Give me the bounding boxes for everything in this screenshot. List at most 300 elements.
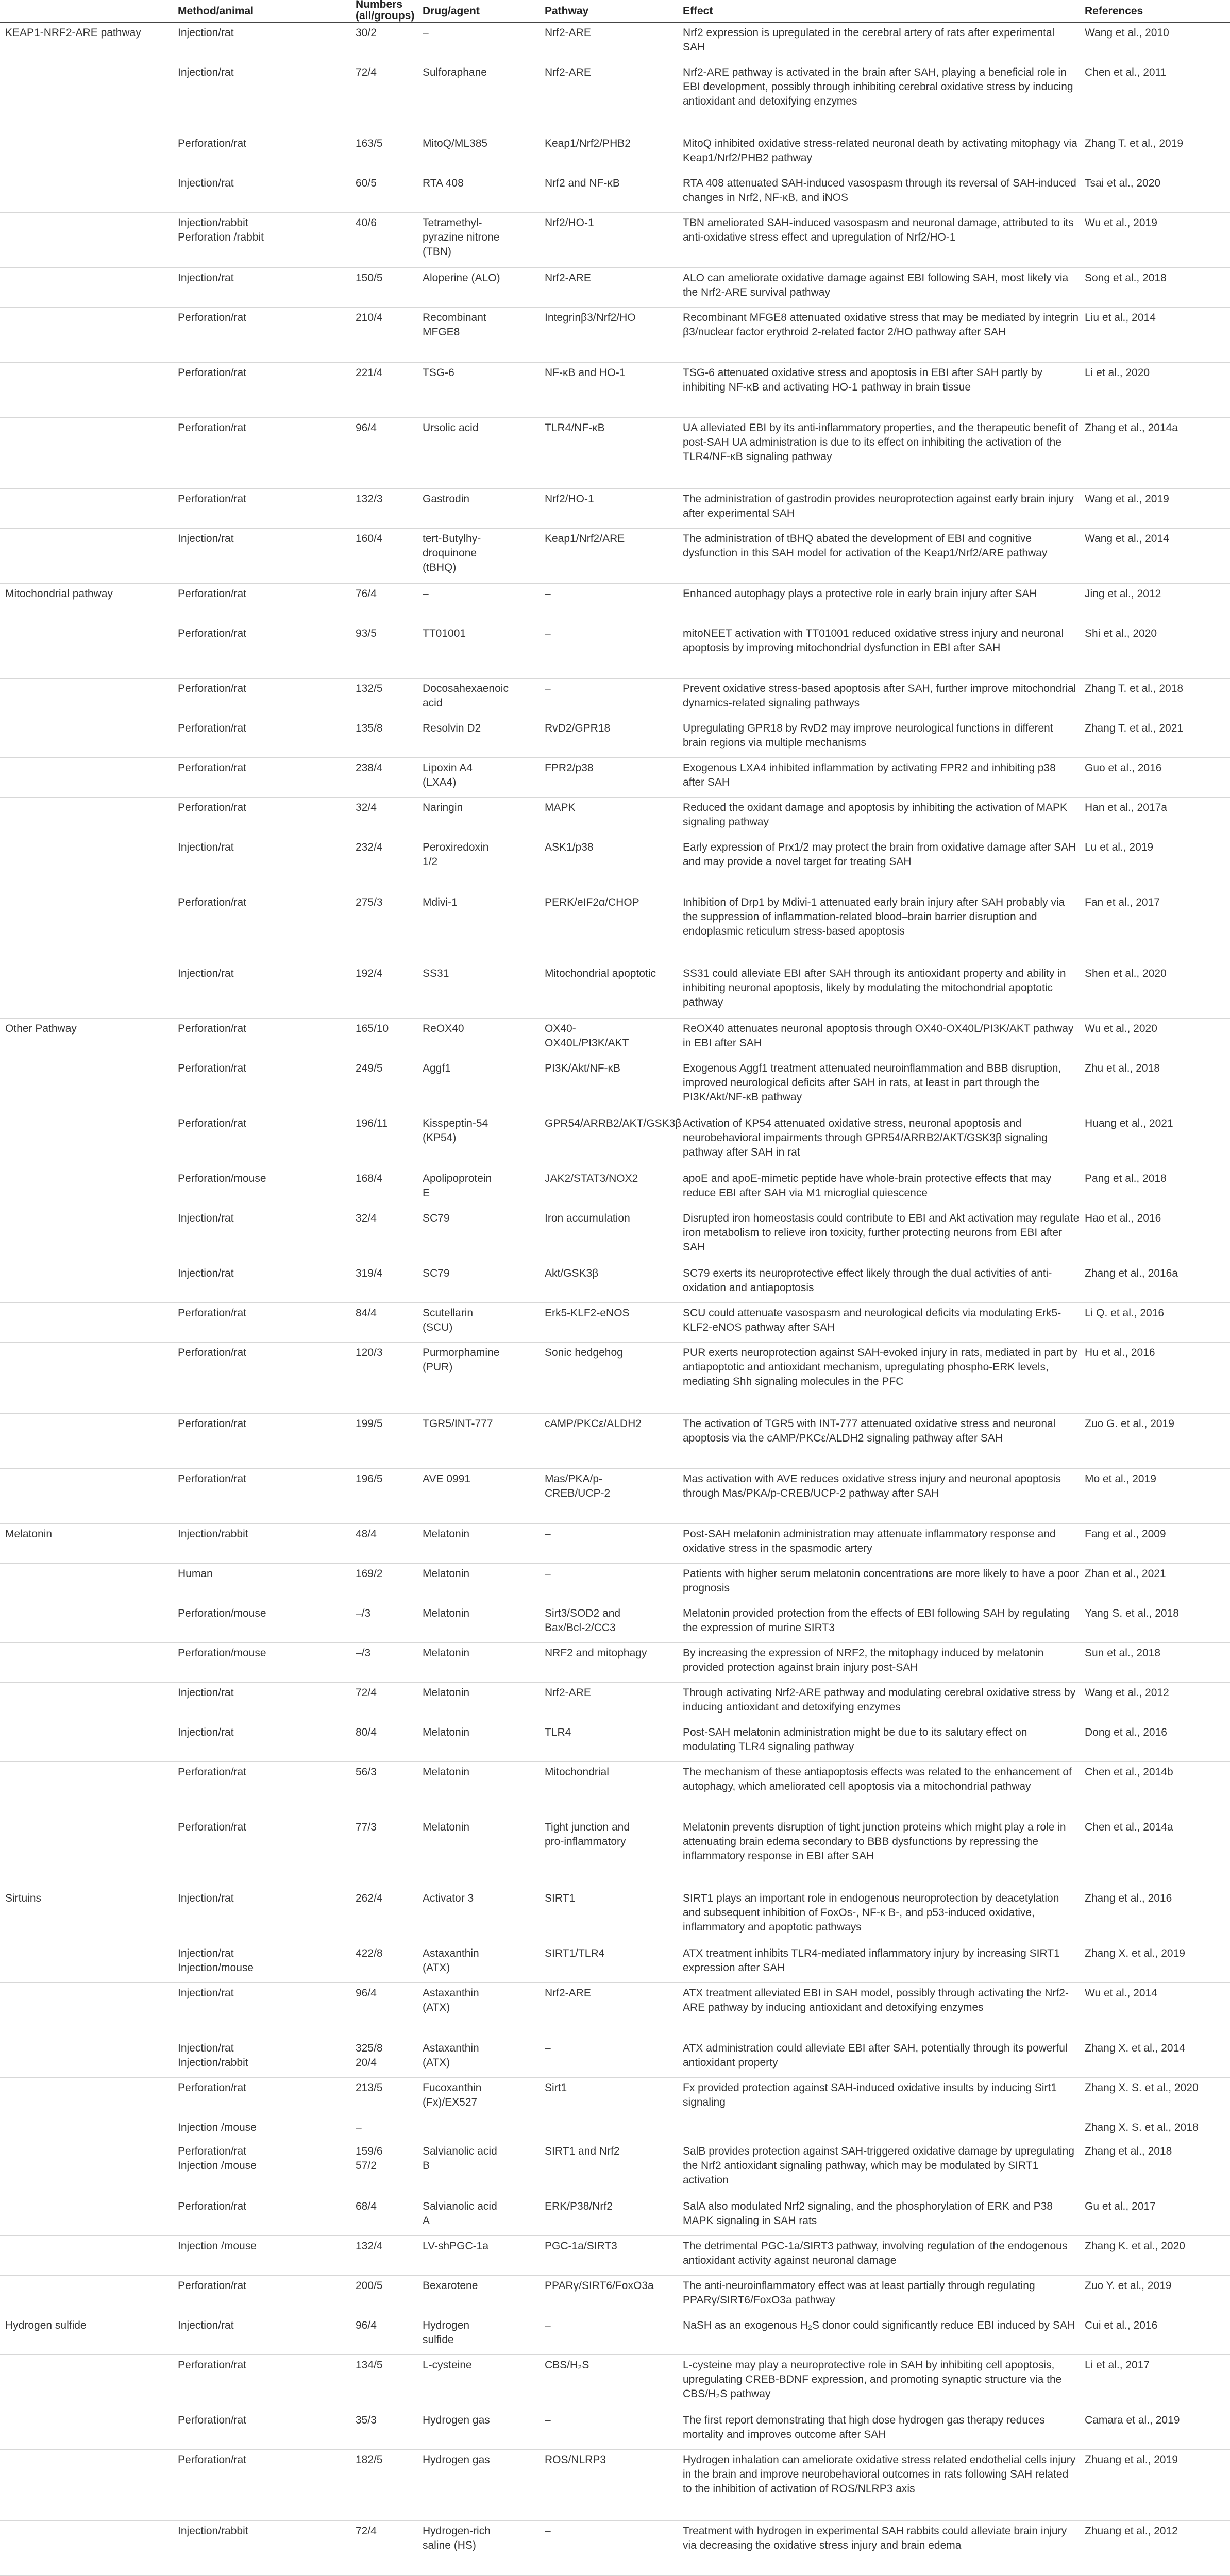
row-effect: SalB provides protection against SAH-triggered oxidative damage by upregulating the Nrf2 antioxidant signaling pathway, which may be modulated by SIRT1 activation	[683, 2145, 1074, 2186]
row-effect: Recombinant MFGE8 attenuated oxidative stress that may be mediated by integrin β3/nuclear factor erythroid 2-related factor 2/HO pathway after SAH	[683, 312, 1079, 338]
row-drug: Naringin	[423, 802, 463, 814]
row-drug: Melatonin	[423, 1687, 470, 1699]
row-reference: Li Q. et al., 2016	[1085, 1307, 1165, 1319]
row-method: Perforation/mouse	[178, 1173, 266, 1184]
row-method: Perforation/rat	[178, 1418, 247, 1430]
row-numbers: –/3	[356, 1647, 371, 1659]
row-drug: Apolipoprotein E	[423, 1173, 492, 1199]
table-row	[0, 418, 1230, 489]
row-effect: Post-SAH melatonin administration may attenuate inflammatory response and oxidative stress in the spasmodic artery	[683, 1528, 1056, 1554]
row-method: Perforation/rat	[178, 367, 247, 379]
row-pathway: Nrf2 and NF-κB	[545, 177, 620, 189]
row-reference: Zhang X. et al., 2014	[1085, 2042, 1185, 2054]
row-numbers: 422/8	[356, 1947, 383, 1959]
row-method: Perforation/rat	[178, 896, 247, 908]
row-effect: Through activating Nrf2-ARE pathway and modulating cerebral oxidative stress by inducing antioxidant and detoxifying enzymes	[683, 1687, 1076, 1713]
row-reference: Chen et al., 2014a	[1085, 1821, 1173, 1833]
row-effect: Mas activation with AVE reduces oxidative stress injury and neuronal apoptosis through Mas/PKA/p-CREB/UCP-2 pathway after SAH	[683, 1473, 1061, 1499]
row-drug: Aloperine (ALO)	[423, 272, 500, 284]
row-pathway: JAK2/STAT3/NOX2	[545, 1173, 638, 1184]
row-numbers: 30/2	[356, 27, 377, 39]
row-method: Injection/rat	[178, 272, 234, 284]
table-row	[0, 1683, 1230, 1722]
row-numbers: 76/4	[356, 588, 377, 600]
row-reference: Tsai et al., 2020	[1085, 177, 1161, 189]
row-method: Injection/rat	[178, 1892, 234, 1904]
row-drug: Docosahexaenoic acid	[423, 683, 509, 709]
row-drug: Gastrodin	[423, 493, 470, 505]
row-numbers: 168/4	[356, 1173, 383, 1184]
row-numbers: 132/3	[356, 493, 383, 505]
row-numbers: 77/3	[356, 1821, 377, 1833]
row-method: Perforation/rat	[178, 422, 247, 434]
row-numbers: 84/4	[356, 1307, 377, 1319]
row-method: Injection/rat	[178, 177, 234, 189]
row-method: Perforation/rat	[178, 1347, 247, 1359]
row-drug: Lipoxin A4 (LXA4)	[423, 762, 473, 788]
row-numbers: 134/5	[356, 2359, 383, 2371]
table-row	[0, 1888, 1230, 1943]
table-row	[0, 1524, 1230, 1564]
row-reference: Jing et al., 2012	[1085, 588, 1161, 600]
table-row	[0, 2315, 1230, 2355]
table-row	[0, 679, 1230, 718]
table-row	[0, 623, 1230, 679]
row-reference: Dong et al., 2016	[1085, 1726, 1167, 1738]
row-effect: Exogenous LXA4 inhibited inflammation by activating FPR2 and inhibiting p38 after SAH	[683, 762, 1056, 788]
table-row	[0, 1643, 1230, 1683]
table-row	[0, 798, 1230, 837]
row-pathway: NF-κB and HO-1	[545, 367, 626, 379]
row-reference: Zhang X. et al., 2019	[1085, 1947, 1185, 1959]
row-effect: Exogenous Aggf1 treatment attenuated neuroinflammation and BBB disruption, improved neurological deficits after SAH in rats, at least in part through the PI3K/Akt/NF-κB pathway	[683, 1062, 1061, 1103]
table-row	[0, 1469, 1230, 1524]
table-row	[0, 23, 1230, 62]
table-row	[0, 1019, 1230, 1058]
row-effect: SalA also modulated Nrf2 signaling, and the phosphorylation of ERK and P38 MAPK signaling in SAH rats	[683, 2200, 1053, 2227]
row-method: Injection/rabbit	[178, 1528, 248, 1540]
row-numbers: 132/4	[356, 2240, 383, 2252]
row-numbers: 132/5	[356, 683, 383, 694]
row-method: Perforation/rat	[178, 312, 247, 324]
row-reference: Fan et al., 2017	[1085, 896, 1160, 908]
table-row	[0, 1058, 1230, 1113]
row-effect: ATX treatment alleviated EBI in SAH model, possibly through activating the Nrf2-ARE pathway by inducing antioxidant and detoxifying enzymes	[683, 1987, 1069, 2013]
row-reference: Zhan et al., 2021	[1085, 1568, 1166, 1580]
row-reference: Wang et al., 2010	[1085, 27, 1169, 39]
row-reference: Zuo G. et al., 2019	[1085, 1418, 1174, 1430]
row-reference: Gu et al., 2017	[1085, 2200, 1156, 2212]
header-pathway: Pathway	[545, 5, 589, 17]
row-effect: mitoNEET activation with TT01001 reduced oxidative stress injury and neuronal apoptosis by improving mitochondrial dysfunction in EBI after SAH	[683, 628, 1064, 654]
row-numbers: 262/4	[356, 1892, 383, 1904]
table-row	[0, 2141, 1230, 2196]
table-row	[0, 1303, 1230, 1343]
row-method: Perforation/rat	[178, 1307, 247, 1319]
row-reference: Shi et al., 2020	[1085, 628, 1157, 639]
row-drug: TT01001	[423, 628, 466, 639]
row-drug: Melatonin	[423, 1647, 470, 1659]
row-drug: Ursolic acid	[423, 422, 479, 434]
row-reference: Song et al., 2018	[1085, 272, 1167, 284]
row-method: Perforation/mouse	[178, 1607, 266, 1619]
table-row	[0, 268, 1230, 308]
row-method: Perforation/rat	[178, 2359, 247, 2371]
row-pathway: MAPK	[545, 802, 576, 814]
row-numbers: 275/3	[356, 896, 383, 908]
row-drug: Hydrogen sulfide	[423, 2319, 470, 2346]
table-row	[0, 308, 1230, 363]
row-drug: Resolvin D2	[423, 722, 481, 734]
row-effect: The first report demonstrating that high dose hydrogen gas therapy reduces mortality and improves outcome after SAH	[683, 2414, 1045, 2441]
row-drug: ReOX40	[423, 1023, 464, 1035]
row-drug: Recombinant MFGE8	[423, 312, 486, 338]
row-reference: Han et al., 2017a	[1085, 802, 1167, 814]
row-reference: Wang et al., 2014	[1085, 533, 1169, 545]
row-pathway: Akt/GSK3β	[545, 1267, 599, 1279]
table-header	[0, 0, 1230, 22]
row-pathway: cAMP/PKCε/ALDH2	[545, 1418, 642, 1430]
row-pathway: SIRT1/TLR4	[545, 1947, 605, 1959]
row-reference: Sun et al., 2018	[1085, 1647, 1161, 1659]
row-method: Perforation/rat	[178, 1062, 247, 1074]
row-numbers: 169/2	[356, 1568, 383, 1580]
row-drug: Aggf1	[423, 1062, 451, 1074]
row-effect: The anti-neuroinflammatory effect was at least partially through regulating PPARγ/SIRT6/FoxO3a pathway	[683, 2280, 1035, 2306]
header-effect: Effect	[683, 5, 713, 17]
row-numbers: 35/3	[356, 2414, 377, 2426]
row-group-label: Hydrogen sulfide	[5, 2319, 87, 2331]
row-effect: ATX administration could alleviate EBI after SAH, potentially through its powerful antioxidant property	[683, 2042, 1068, 2069]
row-method: Injection/rabbit	[178, 2525, 248, 2537]
row-pathway: PERK/eIF2α/CHOP	[545, 896, 639, 908]
row-effect: The administration of gastrodin provides neuroprotection against early brain injury after experimental SAH	[683, 493, 1074, 519]
row-effect: Inhibition of Drp1 by Mdivi-1 attenuated early brain injury after SAH probably via the suppression of inflammation-related blood–brain barrier disruption and endoplasmic reticulum stress-based apoptosis	[683, 896, 1065, 937]
row-pathway: Nrf2/HO-1	[545, 493, 594, 505]
row-method: Perforation/rat	[178, 1473, 247, 1485]
row-method: Human	[178, 1568, 213, 1580]
table-row	[0, 963, 1230, 1019]
row-pathway: NRF2 and mitophagy	[545, 1647, 647, 1659]
row-drug: L-cysteine	[423, 2359, 472, 2371]
row-numbers: 196/11	[356, 1117, 388, 1129]
table-row	[0, 718, 1230, 758]
row-pathway: ERK/P38/Nrf2	[545, 2200, 613, 2212]
row-pathway: FPR2/p38	[545, 762, 594, 774]
table-row	[0, 2410, 1230, 2450]
row-drug: TGR5/INT-777	[423, 1418, 493, 1430]
row-method: Injection/rat	[178, 1212, 234, 1224]
row-drug: SC79	[423, 1212, 450, 1224]
row-pathway: GPR54/ARRB2/AKT/GSK3β	[545, 1117, 681, 1129]
row-pathway: CBS/H₂S	[545, 2359, 589, 2371]
row-method: Perforation/rat	[178, 762, 247, 774]
row-drug: Melatonin	[423, 1726, 470, 1738]
row-drug: SS31	[423, 968, 449, 979]
row-numbers: 72/4	[356, 66, 377, 78]
row-group-label: Sirtuins	[5, 1892, 42, 1904]
row-pathway: RvD2/GPR18	[545, 722, 611, 734]
row-pathway: Mitochondrial apoptotic	[545, 968, 656, 979]
row-drug: Mdivi-1	[423, 896, 458, 908]
row-drug: Purmorphamine (PUR)	[423, 1347, 500, 1373]
row-effect: TBN ameliorated SAH-induced vasospasm and neuronal damage, attributed to its anti-oxidative stress effect and upregulation of Nrf2/HO-1	[683, 217, 1074, 243]
row-pathway: Keap1/Nrf2/PHB2	[545, 138, 631, 149]
table-row	[0, 173, 1230, 213]
row-reference: Chen et al., 2011	[1085, 66, 1167, 78]
row-numbers: 163/5	[356, 138, 383, 149]
row-drug: RTA 408	[423, 177, 464, 189]
row-drug: Astaxanthin (ATX)	[423, 2042, 479, 2069]
row-numbers: 182/5	[356, 2454, 383, 2466]
row-numbers: 192/4	[356, 968, 383, 979]
table-row	[0, 1168, 1230, 1208]
row-reference: Shen et al., 2020	[1085, 968, 1167, 979]
table-row	[0, 758, 1230, 798]
row-method: Injection/rat	[178, 66, 234, 78]
table-row	[0, 584, 1230, 623]
row-effect: Post-SAH melatonin administration might be due to its salutary effect on modulating TLR4 signaling pathway	[683, 1726, 1027, 1753]
row-numbers: 60/5	[356, 177, 377, 189]
row-reference: Zhuang et al., 2019	[1085, 2454, 1178, 2466]
row-pathway: Nrf2-ARE	[545, 272, 591, 284]
row-numbers: 325/8 20/4	[356, 2042, 383, 2069]
row-effect: ReOX40 attenuates neuronal apoptosis through OX40-OX40L/PI3K/AKT pathway in EBI after SAH	[683, 1023, 1074, 1049]
row-numbers: 80/4	[356, 1726, 377, 1738]
row-effect: Hydrogen inhalation can ameliorate oxidative stress related endothelial cells injury in the brain and improve neurobehavioral outcomes in rats following SAH related to the inhibition of activation of ROS/NLRP3 axis	[683, 2454, 1076, 2495]
row-reference: Fang et al., 2009	[1085, 1528, 1166, 1540]
row-method: Injection/rabbit Perforation /rabbit	[178, 217, 264, 243]
row-effect: RTA 408 attenuated SAH-induced vasospasm through its reversal of SAH-induced changes in Nrf2, NF-κB, and iNOS	[683, 177, 1076, 204]
row-effect: PUR exerts neuroprotection against SAH-evoked injury in rats, mediated in part by antiapoptotic and antioxidant mechanism, upregulating phospho-ERK levels, mediating Shh signaling molecules in the PFC	[683, 1347, 1077, 1387]
row-effect: SS31 could alleviate EBI after SAH through its antioxidant property and ability in inhibiting neuronal apoptosis, likely by modulating the mitochondrial apoptotic pathway	[683, 968, 1066, 1008]
row-method: Perforation/rat	[178, 1117, 247, 1129]
row-pathway: Nrf2/HO-1	[545, 217, 594, 229]
row-method: Injection/rat	[178, 841, 234, 853]
row-drug: Peroxiredoxin 1/2	[423, 841, 489, 868]
row-reference: Li et al., 2020	[1085, 367, 1150, 379]
row-drug: Astaxanthin (ATX)	[423, 1987, 479, 2013]
row-drug: Melatonin	[423, 1528, 470, 1540]
row-effect: Treatment with hydrogen in experimental SAH rabbits could alleviate brain injury via decreasing the oxidative stress injury and brain edema	[683, 2525, 1067, 2551]
row-drug: Fucoxanthin (Fx)/EX527	[423, 2082, 482, 2108]
table-row	[0, 1722, 1230, 1762]
table-row	[0, 213, 1230, 268]
row-drug: Melatonin	[423, 1607, 470, 1619]
header-method: Method/animal	[178, 5, 254, 17]
table-row	[0, 1414, 1230, 1469]
row-group-label: Mitochondrial pathway	[5, 588, 113, 600]
table-row	[0, 363, 1230, 418]
row-reference: Huang et al., 2021	[1085, 1117, 1173, 1129]
row-pathway: Sirt1	[545, 2082, 567, 2094]
row-drug: Salvianolic acid A	[423, 2200, 497, 2227]
row-method: Perforation/rat	[178, 2082, 247, 2094]
row-reference: Wu et al., 2019	[1085, 217, 1157, 229]
table-row	[0, 1603, 1230, 1643]
table-row	[0, 2038, 1230, 2078]
row-method: Perforation/rat	[178, 138, 247, 149]
table-row	[0, 892, 1230, 963]
row-drug: Hydrogen gas	[423, 2454, 490, 2466]
row-numbers: 96/4	[356, 1987, 377, 1999]
row-reference: Guo et al., 2016	[1085, 762, 1162, 774]
row-pathway: TLR4	[545, 1726, 571, 1738]
table-row	[0, 1817, 1230, 1888]
row-reference: Liu et al., 2014	[1085, 312, 1156, 324]
table-row	[0, 2521, 1230, 2576]
row-drug: Melatonin	[423, 1766, 470, 1778]
row-numbers: 232/4	[356, 841, 383, 853]
table-row	[0, 1943, 1230, 1983]
row-numbers: 200/5	[356, 2280, 383, 2292]
table-row	[0, 837, 1230, 892]
row-pathway: Tight junction and pro-inflammatory	[545, 1821, 630, 1848]
table-row	[0, 133, 1230, 173]
row-drug: MitoQ/ML385	[423, 138, 488, 149]
row-numbers: 213/5	[356, 2082, 383, 2094]
row-effect: Reduced the oxidant damage and apoptosis by inhibiting the activation of MAPK signaling pathway	[683, 802, 1067, 828]
row-drug: SC79	[423, 1267, 450, 1279]
row-method: Injection/rat	[178, 1687, 234, 1699]
row-pathway: Nrf2-ARE	[545, 66, 591, 78]
row-reference: Wang et al., 2019	[1085, 493, 1169, 505]
table-row	[0, 1343, 1230, 1414]
row-pathway: ASK1/p38	[545, 841, 594, 853]
row-effect: NaSH as an exogenous H₂S donor could significantly reduce EBI induced by SAH	[683, 2319, 1075, 2331]
row-numbers: 199/5	[356, 1418, 383, 1430]
row-pathway: –	[545, 2042, 551, 2054]
row-drug: Melatonin	[423, 1568, 470, 1580]
table-row	[0, 489, 1230, 529]
row-reference: Zhang et al., 2016	[1085, 1892, 1172, 1904]
row-pathway: Sonic hedgehog	[545, 1347, 623, 1359]
row-method: Perforation/rat Injection /mouse	[178, 2145, 257, 2172]
row-pathway: –	[545, 1568, 551, 1580]
row-reference: Hu et al., 2016	[1085, 1347, 1155, 1359]
row-numbers: 68/4	[356, 2200, 377, 2212]
row-pathway: Nrf2-ARE	[545, 1987, 591, 1999]
row-pathway: –	[545, 2319, 551, 2331]
row-pathway: –	[545, 628, 551, 639]
row-group-label: Other Pathway	[5, 1023, 77, 1035]
row-reference: Zhang et al., 2014a	[1085, 422, 1178, 434]
row-method: Perforation/rat	[178, 1766, 247, 1778]
row-effect: The detrimental PGC-1a/SIRT3 pathway, involving regulation of the endogenous antioxidant activity against neuronal damage	[683, 2240, 1068, 2266]
row-reference: Zhang T. et al., 2019	[1085, 138, 1184, 149]
row-group-label: Melatonin	[5, 1528, 53, 1540]
row-reference: Lu et al., 2019	[1085, 841, 1154, 853]
row-method: Perforation/rat	[178, 683, 247, 694]
row-reference: Wang et al., 2012	[1085, 1687, 1169, 1699]
header-drug: Drug/agent	[423, 5, 480, 17]
table-row	[0, 2276, 1230, 2315]
row-numbers: 93/5	[356, 628, 377, 639]
row-method: Injection /mouse	[178, 2122, 257, 2133]
row-method: Injection/rat	[178, 27, 234, 39]
row-drug: –	[423, 588, 429, 600]
row-numbers: 120/3	[356, 1347, 383, 1359]
row-numbers: 135/8	[356, 722, 383, 734]
row-effect: Fx provided protection against SAH-induced oxidative insults by inducing Sirt1 signaling	[683, 2082, 1057, 2108]
row-numbers: 96/4	[356, 2319, 377, 2331]
row-drug: Sulforaphane	[423, 66, 487, 78]
table-row	[0, 1983, 1230, 2038]
row-pathway: PGC-1a/SIRT3	[545, 2240, 617, 2252]
row-reference: Yang S. et al., 2018	[1085, 1607, 1179, 1619]
row-reference: Cui et al., 2016	[1085, 2319, 1158, 2331]
row-effect: Melatonin prevents disruption of tight junction proteins which might play a role in attenuating brain edema secondary to BBB dysfunctions by repressing the inflammatory response in EBI after SAH	[683, 1821, 1066, 1862]
row-effect: Upregulating GPR18 by RvD2 may improve neurological functions in different brain regions via multiple mechanisms	[683, 722, 1053, 749]
row-reference: Zhang X. S. et al., 2020	[1085, 2082, 1199, 2094]
row-reference: Zhu et al., 2018	[1085, 1062, 1160, 1074]
table-row	[0, 62, 1230, 133]
row-pathway: –	[545, 683, 551, 694]
row-reference: Pang et al., 2018	[1085, 1173, 1167, 1184]
row-pathway: Keap1/Nrf2/ARE	[545, 533, 625, 545]
row-pathway: Sirt3/SOD2 and Bax/Bcl-2/CC3	[545, 1607, 621, 1634]
row-reference: Wu et al., 2014	[1085, 1987, 1157, 1999]
row-numbers: 56/3	[356, 1766, 377, 1778]
row-reference: Zuo Y. et al., 2019	[1085, 2280, 1172, 2292]
table-row	[0, 2117, 1230, 2141]
table-row	[0, 2355, 1230, 2410]
row-method: Perforation/rat	[178, 2454, 247, 2466]
row-numbers: 150/5	[356, 272, 383, 284]
row-drug: AVE 0991	[423, 1473, 471, 1485]
row-method: Perforation/mouse	[178, 1647, 266, 1659]
row-numbers: –	[356, 2122, 362, 2133]
row-method: Injection/rat Injection/mouse	[178, 1947, 254, 1974]
row-numbers: 221/4	[356, 367, 383, 379]
row-effect: ALO can ameliorate oxidative damage against EBI following SAH, most likely via the Nrf2-ARE survival pathway	[683, 272, 1069, 298]
row-effect: By increasing the expression of NRF2, the mitophagy induced by melatonin provided protection against brain injury post-SAH	[683, 1647, 1044, 1673]
row-method: Injection/rat	[178, 1987, 234, 1999]
row-drug: tert-Butylhy- droquinone (tBHQ)	[423, 533, 481, 573]
table-row	[0, 1113, 1230, 1168]
row-pathway: SIRT1	[545, 1892, 576, 1904]
row-numbers: –/3	[356, 1607, 371, 1619]
table-row	[0, 2196, 1230, 2236]
row-drug: Activator 3	[423, 1892, 474, 1904]
row-effect: MitoQ inhibited oxidative stress-related neuronal death by activating mitophagy via Keap1/Nrf2/PHB2 pathway	[683, 138, 1077, 164]
row-pathway: Mas/PKA/p- CREB/UCP-2	[545, 1473, 611, 1499]
row-numbers: 32/4	[356, 802, 377, 814]
table-row	[0, 1564, 1230, 1603]
row-method: Injection/rat	[178, 2319, 234, 2331]
table-row	[0, 1208, 1230, 1263]
row-effect: UA alleviated EBI by its anti-inflammatory properties, and the therapeutic benefit of post-SAH UA administration is due to its effect on inhibiting the activation of the TLR4/NF-κB signaling pathway	[683, 422, 1078, 463]
row-numbers: 40/6	[356, 217, 377, 229]
row-drug: –	[423, 27, 429, 39]
row-drug: LV-shPGC-1a	[423, 2240, 488, 2252]
row-pathway: PPARγ/SIRT6/FoxO3a	[545, 2280, 654, 2292]
row-effect: SIRT1 plays an important role in endogenous neuroprotection by deacetylation and subsequent inhibition of FoxOs-, NF-κ B-, and p53-induced oxidative, inflammatory and apoptotic pathways	[683, 1892, 1059, 1933]
table-row	[0, 2078, 1230, 2117]
row-effect: apoE and apoE-mimetic peptide have whole-brain protective effects that may reduce EBI after SAH via M1 microglial quiescence	[683, 1173, 1052, 1199]
row-effect: SC79 exerts its neuroprotective effect likely through the dual activities of anti-oxidation and antiapoptosis	[683, 1267, 1052, 1294]
row-drug: Salvianolic acid B	[423, 2145, 497, 2172]
row-method: Injection/rat	[178, 533, 234, 545]
row-method: Perforation/rat	[178, 2200, 247, 2212]
row-numbers: 48/4	[356, 1528, 377, 1540]
row-method: Perforation/rat	[178, 588, 247, 600]
row-pathway: Integrinβ3/Nrf2/HO	[545, 312, 636, 324]
row-method: Perforation/rat	[178, 493, 247, 505]
row-effect: Disrupted iron homeostasis could contribute to EBI and Akt activation may regulate iron metabolism to relieve iron toxicity, further protecting neurons from EBI after SAH	[683, 1212, 1080, 1253]
row-method: Perforation/rat	[178, 628, 247, 639]
row-reference: Camara et al., 2019	[1085, 2414, 1180, 2426]
